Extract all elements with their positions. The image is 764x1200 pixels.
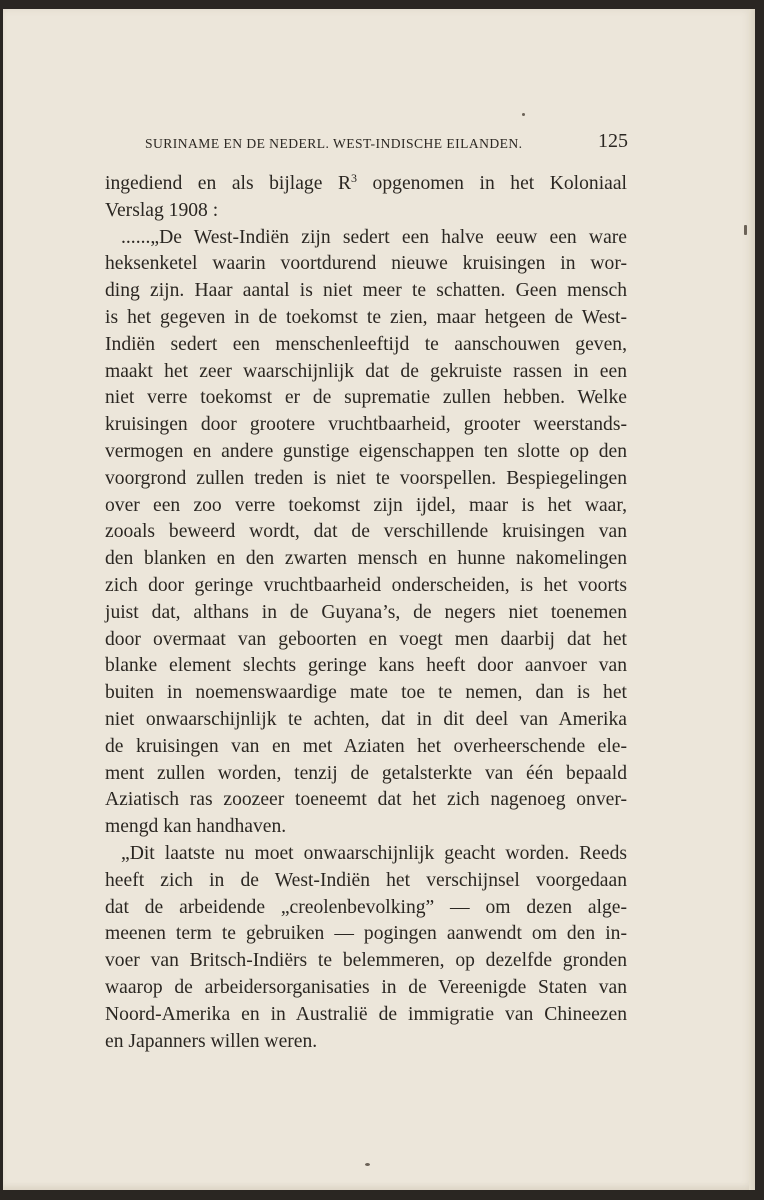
text-line: en Japanners willen weren. [105, 1030, 318, 1052]
text-line: buiten in noemenswaardige mate toe te nemen, dan is het [105, 682, 627, 704]
text-line: de kruisingen van en met Aziaten het overheerschende ele- [105, 735, 627, 757]
text-line: heksenketel waarin voortdurend nieuwe kruisingen in wor- [105, 253, 627, 275]
text-line: juist dat, althans in de Guyana’s, de negers niet toenemen [105, 601, 627, 623]
text-line: Aziatisch ras zoozeer toeneemt dat het zich nagenoeg onver- [105, 789, 627, 811]
text-line-start: ingediend en als bijlage R [105, 173, 352, 194]
text-line: vermogen en andere gunstige eigenschappen ten slotte op den [105, 440, 627, 462]
text-line: Noord-Amerika en in Australië de immigratie van Chineezen [105, 1003, 627, 1025]
text-line: blanke element slechts geringe kans heeft door aanvoer van [105, 655, 627, 677]
text-line: ......„De West-Indiën zijn sedert een halve eeuw een ware [121, 226, 627, 248]
text-line-end: opgenomen in het Koloniaal [357, 173, 627, 194]
text-line: meenen term te gebruiken — pogingen aanwendt om den in- [105, 923, 627, 945]
text-line: mengd kan handhaven. [105, 816, 287, 838]
text-line: door overmaat van geboorten en voegt men daarbij dat het [105, 628, 627, 650]
body-text [105, 171, 627, 1055]
text-line: over een zoo verre toekomst zijn ijdel, maar is het waar, [105, 494, 627, 516]
text-line: heeft zich in de West-Indiën het verschijnsel voorgedaan [105, 869, 627, 891]
text-line: is het gegeven in de toekomst te zien, maar hetgeen de West- [105, 306, 627, 328]
text-line: niet verre toekomst er de suprematie zullen hebben. Welke [105, 387, 627, 409]
text-line: Indiën sedert een menschenleeftijd te aanschouwen geven, [105, 333, 627, 355]
text-line: zich door geringe vruchtbaarheid onderscheiden, is het voorts [105, 574, 627, 596]
text-line: voorgrond zullen treden is niet te voorspellen. Bespiegelingen [105, 467, 627, 489]
text-line: dat de arbeidende „creolenbevolking” — om dezen alge- [105, 896, 627, 918]
text-line: zooals beweerd wordt, dat de verschillende kruisingen van [105, 521, 627, 543]
paper-speck [522, 113, 525, 116]
running-title: SURINAME EN DE NEDERL. WEST-INDISCHE EILANDEN. [145, 136, 523, 151]
text-line: voer van Britsch-Indiërs te belemmeren, op dezelfde gronden [105, 950, 627, 972]
paper-speck [744, 225, 747, 235]
text-line: maakt het zeer waarschijnlijk dat de gekruiste rassen in een [105, 360, 627, 382]
page-number: 125 [598, 130, 628, 152]
text-line: niet onwaarschijnlijk te achten, dat in dit deel van Amerika [105, 708, 627, 730]
text-line: ding zijn. Haar aantal is niet meer te schatten. Geen mensch [105, 280, 627, 302]
page-edge [749, 9, 755, 1190]
text-line [105, 171, 627, 198]
text-line: Verslag 1908 : [105, 199, 219, 221]
text-line: waarop de arbeidersorganisaties in de Vereenigde Staten van [105, 976, 627, 998]
text-line: den blanken en den zwarten mensch en hunne nakomelingen [105, 548, 627, 570]
text-line: kruisingen door grootere vruchtbaarheid, grooter weerstands- [105, 414, 627, 436]
text-line: „Dit laatste nu moet onwaarschijnlijk geacht worden. Reeds [121, 842, 627, 864]
text-line: ment zullen worden, tenzij de getalsterkte van één bepaald [105, 762, 627, 784]
paper-speck [365, 1163, 370, 1166]
superscript: 3 [351, 171, 358, 185]
